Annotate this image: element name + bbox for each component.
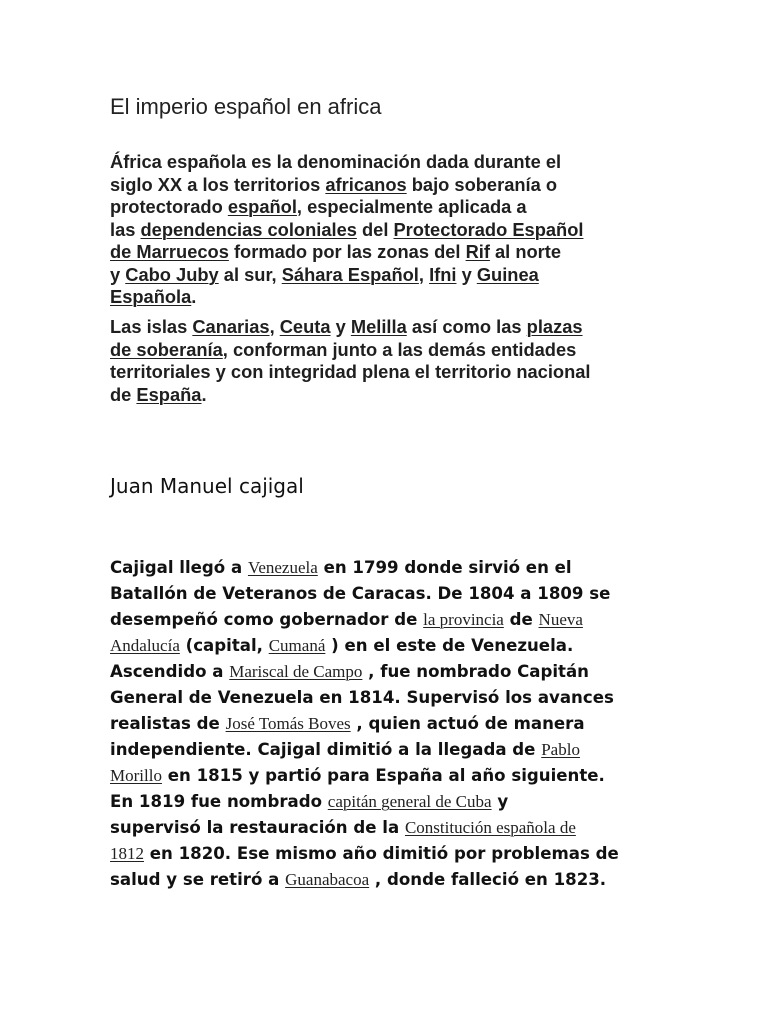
- text-run: realistas de: [110, 714, 226, 733]
- text-run: en 1799 donde sirvió en el: [317, 558, 572, 577]
- hyperlink[interactable]: Nueva: [538, 610, 583, 629]
- hyperlink[interactable]: Melilla: [350, 316, 407, 337]
- text-run: formado por las zonas del: [228, 241, 466, 262]
- hyperlink[interactable]: España: [136, 383, 202, 405]
- text-run: .: [191, 286, 197, 307]
- text-run: al norte: [489, 241, 562, 262]
- hyperlink[interactable]: plazas: [526, 316, 583, 337]
- text-run: así como las: [406, 316, 527, 337]
- text-run: (capital,: [179, 636, 269, 655]
- text-line: [110, 685, 655, 711]
- hyperlink[interactable]: africanos: [325, 173, 407, 195]
- text-line: [110, 196, 655, 219]
- text-line: [110, 555, 655, 581]
- text-line: [110, 174, 655, 197]
- hyperlink[interactable]: Ifni: [429, 263, 457, 285]
- text-line: [110, 607, 655, 633]
- text-run: siglo XX a los territorios: [110, 173, 326, 195]
- text-run: en 1815 y partió para España al año siguiente.: [161, 766, 605, 785]
- text-run: General de Venezuela en 1814. Supervisó los avances: [110, 688, 614, 707]
- text-run: bajo soberanía o: [406, 173, 558, 195]
- hyperlink[interactable]: español: [227, 196, 297, 217]
- hyperlink[interactable]: Canarias: [192, 316, 270, 337]
- text-line: [110, 867, 655, 893]
- hyperlink[interactable]: Sáhara Español: [281, 263, 419, 285]
- text-line: [110, 763, 655, 789]
- text-line: [110, 737, 655, 763]
- hyperlink[interactable]: Protectorado Español: [393, 218, 584, 240]
- text-run: , conforman junto a las demás entidades: [222, 338, 577, 360]
- text-run: , quien actuó de manera: [350, 714, 585, 733]
- text-run: Ascendido a: [110, 662, 230, 681]
- hyperlink[interactable]: Venezuela: [247, 558, 318, 577]
- text-run: protectorado: [110, 196, 228, 217]
- text-run: Cajigal llegó a: [110, 558, 248, 577]
- text-run: África española es la denominación dada durante el: [110, 151, 562, 172]
- hyperlink[interactable]: Pablo: [541, 740, 580, 759]
- text-run: de: [503, 610, 539, 629]
- text-run: al sur,: [218, 263, 282, 285]
- hyperlink[interactable]: dependencias coloniales: [140, 218, 357, 240]
- text-line: [110, 659, 655, 685]
- text-line: [110, 151, 655, 174]
- text-line: [110, 815, 655, 841]
- hyperlink[interactable]: Morillo: [110, 766, 162, 785]
- text-run: Las islas: [110, 316, 193, 337]
- text-line: [110, 384, 655, 407]
- hyperlink[interactable]: Rif: [465, 241, 490, 262]
- text-run: salud y se retiró a: [110, 870, 286, 889]
- hyperlink[interactable]: 1812: [110, 844, 144, 863]
- text-run: y: [330, 316, 351, 337]
- hyperlink[interactable]: capitán general de Cuba: [327, 792, 492, 811]
- hyperlink[interactable]: Ceuta: [279, 316, 331, 337]
- text-run: territoriales y con integridad plena el territorio nacional: [110, 361, 591, 382]
- paragraph-africa-espanola: [110, 151, 655, 309]
- text-run: , donde falleció en 1823.: [369, 870, 607, 889]
- hyperlink[interactable]: Española: [110, 286, 192, 307]
- text-line: [110, 633, 655, 659]
- text-run: ) en el este de Venezuela.: [325, 636, 574, 655]
- text-run: de: [110, 383, 137, 405]
- text-line: [110, 581, 655, 607]
- section-heading-cajigal: Juan Manuel cajigal: [110, 474, 304, 498]
- text-run: del: [356, 218, 394, 240]
- hyperlink[interactable]: Andalucía: [110, 636, 180, 655]
- hyperlink[interactable]: Guanabacoa: [285, 870, 370, 889]
- text-run: supervisó la restauración de la: [110, 818, 405, 837]
- hyperlink[interactable]: de Marruecos: [110, 241, 229, 262]
- text-run: en 1820. Ese mismo año dimitió por problemas de: [144, 844, 619, 863]
- text-run: y: [110, 263, 126, 285]
- paragraph-cajigal-bio: [110, 555, 655, 893]
- text-run: y: [456, 263, 477, 285]
- hyperlink[interactable]: Mariscal de Campo: [229, 662, 363, 681]
- hyperlink[interactable]: José Tomás Boves: [225, 714, 351, 733]
- text-run: Batallón de Veteranos de Caracas. De 1804 a 1809 se: [110, 584, 611, 603]
- text-line: [110, 264, 655, 287]
- hyperlink[interactable]: Cumaná: [268, 636, 326, 655]
- text-run: .: [201, 383, 207, 405]
- text-run: En 1819 fue nombrado: [110, 792, 328, 811]
- text-run: , fue nombrado Capitán: [362, 662, 589, 681]
- text-line: [110, 241, 655, 264]
- document-title: El imperio español en africa: [110, 94, 382, 119]
- text-run: y: [491, 792, 509, 811]
- text-line: [110, 339, 655, 362]
- text-run: , especialmente aplicada a: [296, 196, 527, 217]
- text-run: desempeñó como gobernador de: [110, 610, 424, 629]
- text-line: [110, 789, 655, 815]
- hyperlink[interactable]: Constitución española de: [404, 818, 576, 837]
- text-run: ,: [269, 316, 280, 337]
- text-line: [110, 316, 655, 339]
- text-run: ,: [418, 263, 430, 285]
- text-line: [110, 361, 655, 384]
- paragraph-islas: [110, 316, 655, 406]
- text-run: las: [110, 218, 141, 240]
- text-line: [110, 219, 655, 242]
- hyperlink[interactable]: la provincia: [423, 610, 504, 629]
- hyperlink[interactable]: Guinea: [476, 263, 539, 285]
- text-line: [110, 286, 655, 309]
- text-line: [110, 841, 655, 867]
- text-run: independiente. Cajigal dimitió a la llegada de: [110, 740, 542, 759]
- text-line: [110, 711, 655, 737]
- hyperlink[interactable]: de soberanía: [110, 338, 223, 360]
- hyperlink[interactable]: Cabo Juby: [125, 263, 219, 285]
